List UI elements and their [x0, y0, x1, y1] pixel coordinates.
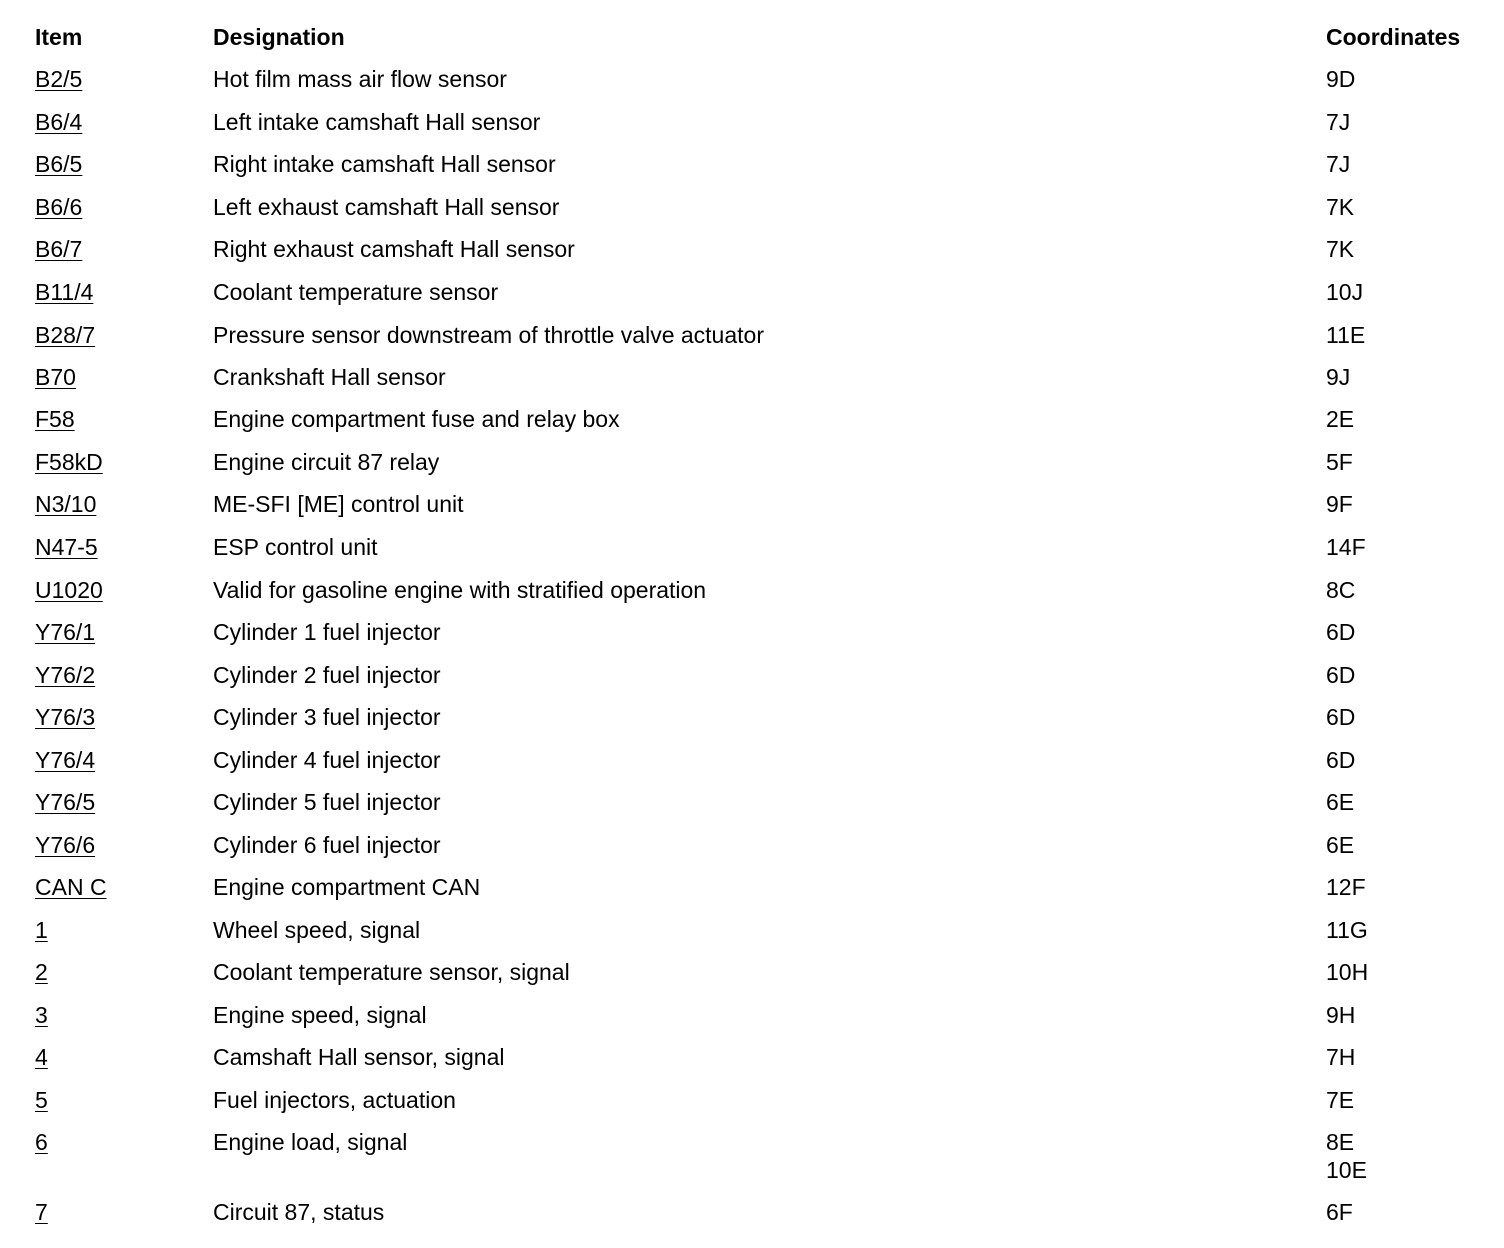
table-row — [0, 703, 1504, 745]
coordinate-value: 7H — [1326, 1044, 1356, 1070]
item-link[interactable]: N3/10 — [35, 491, 97, 517]
designation-text: Engine speed, signal — [213, 1002, 427, 1028]
coordinate-value: 7J — [1326, 109, 1351, 135]
item-link[interactable]: Y76/3 — [35, 704, 96, 730]
coordinate-value: 11G — [1326, 917, 1368, 943]
table-row — [0, 916, 1504, 958]
coordinates-cell — [1326, 193, 1354, 221]
item-link[interactable]: Y76/2 — [35, 662, 96, 688]
coordinate-value: 9D — [1326, 66, 1356, 92]
designation-text: Fuel injectors, actuation — [213, 1087, 456, 1113]
table-row — [0, 618, 1504, 660]
item-link[interactable]: 6 — [35, 1129, 48, 1155]
item-link[interactable]: Y76/1 — [35, 619, 96, 645]
item-link[interactable]: 5 — [35, 1087, 48, 1113]
item-link[interactable]: B6/7 — [35, 236, 83, 262]
table-row — [0, 661, 1504, 703]
coordinates-cell — [1326, 1198, 1353, 1226]
coordinates-cell — [1326, 405, 1354, 433]
designation-text: Right intake camshaft Hall sensor — [213, 151, 556, 177]
designation-text: Engine circuit 87 relay — [213, 449, 440, 475]
designation-text: ME-SFI [ME] control unit — [213, 491, 464, 517]
coordinates-cell — [1326, 235, 1354, 263]
coordinates-cell — [1326, 321, 1365, 349]
item-link[interactable]: B28/7 — [35, 322, 96, 348]
header-designation: Designation — [213, 24, 345, 50]
coordinates-cell — [1326, 958, 1368, 986]
coordinates-cell — [1326, 533, 1366, 561]
coordinates-cell — [1326, 448, 1353, 476]
coordinates-cell — [1326, 661, 1355, 689]
coordinate-value: 6F — [1326, 1199, 1353, 1225]
coordinate-value: 5F — [1326, 449, 1353, 475]
header-coordinates: Coordinates — [1326, 24, 1461, 50]
coordinate-value: 6D — [1326, 704, 1356, 730]
coordinates-cell — [1326, 873, 1366, 901]
designation-text: Cylinder 5 fuel injector — [213, 789, 441, 815]
designation-text: Cylinder 2 fuel injector — [213, 662, 441, 688]
coordinates-cell — [1326, 150, 1350, 178]
designation-text: Coolant temperature sensor — [213, 279, 499, 305]
table-row — [0, 363, 1504, 405]
coordinate-value: 6D — [1326, 662, 1356, 688]
item-link[interactable]: B11/4 — [35, 279, 94, 305]
coordinates-cell — [1326, 490, 1353, 518]
item-link[interactable]: B2/5 — [35, 66, 83, 92]
table-row — [0, 448, 1504, 490]
item-link[interactable]: U1020 — [35, 577, 103, 603]
coordinate-value: 9F — [1326, 491, 1353, 517]
designation-text: Engine load, signal — [213, 1129, 408, 1155]
designation-text: ESP control unit — [213, 534, 378, 560]
table-row — [0, 108, 1504, 150]
designation-text: Circuit 87, status — [213, 1199, 385, 1225]
table-row — [0, 150, 1504, 192]
table-row — [0, 831, 1504, 873]
legend-header-row — [0, 23, 1504, 65]
coordinate-value: 10J — [1326, 279, 1364, 305]
table-row — [0, 576, 1504, 618]
coordinate-value: 7J — [1326, 151, 1351, 177]
coordinate-value: 6D — [1326, 747, 1356, 773]
table-row — [0, 958, 1504, 1000]
designation-text: Valid for gasoline engine with stratified operation — [213, 577, 707, 603]
item-link[interactable]: Y76/6 — [35, 832, 96, 858]
coordinate-value: 12F — [1326, 874, 1366, 900]
table-row — [0, 321, 1504, 363]
coordinate-value: 6E — [1326, 789, 1355, 815]
designation-text: Camshaft Hall sensor, signal — [213, 1044, 505, 1070]
item-link[interactable]: Y76/4 — [35, 747, 96, 773]
designation-text: Hot film mass air flow sensor — [213, 66, 507, 92]
table-row — [0, 278, 1504, 320]
coordinate-value: 10H — [1326, 959, 1369, 985]
coordinates-cell — [1326, 916, 1368, 944]
coordinate-value: 7E — [1326, 1087, 1355, 1113]
table-row — [0, 235, 1504, 277]
coordinates-cell — [1326, 746, 1355, 774]
item-link[interactable]: N47-5 — [35, 534, 98, 560]
item-link[interactable]: B70 — [35, 364, 76, 390]
table-row — [0, 490, 1504, 532]
coordinates-cell — [1326, 618, 1355, 646]
designation-text: Crankshaft Hall sensor — [213, 364, 446, 390]
coordinate-value: 10E — [1326, 1157, 1367, 1183]
item-link[interactable]: 2 — [35, 959, 48, 985]
designation-text: Engine compartment fuse and relay box — [213, 406, 620, 432]
coordinate-value: 7K — [1326, 236, 1355, 262]
table-row — [0, 193, 1504, 235]
item-link[interactable]: 7 — [35, 1199, 48, 1225]
item-link[interactable]: B6/6 — [35, 194, 83, 220]
coordinates-cell — [1326, 1001, 1355, 1029]
coordinate-value: 9H — [1326, 1002, 1356, 1028]
item-link[interactable]: Y76/5 — [35, 789, 96, 815]
table-row — [0, 405, 1504, 447]
coordinate-value: 8E — [1326, 1129, 1355, 1155]
table-row — [0, 746, 1504, 788]
coordinates-cell — [1326, 831, 1354, 859]
coordinates-cell — [1326, 363, 1350, 391]
item-link[interactable]: 1 — [35, 917, 48, 943]
designation-text: Wheel speed, signal — [213, 917, 421, 943]
designation-text: Cylinder 3 fuel injector — [213, 704, 441, 730]
designation-text: Right exhaust camshaft Hall sensor — [213, 236, 575, 262]
designation-text: Left exhaust camshaft Hall sensor — [213, 194, 560, 220]
designation-text: Engine compartment CAN — [213, 874, 481, 900]
header-item: Item — [35, 24, 83, 50]
coordinate-value: 6E — [1326, 832, 1355, 858]
designation-text: Left intake camshaft Hall sensor — [213, 109, 541, 135]
designation-text: Cylinder 1 fuel injector — [213, 619, 441, 645]
coordinate-value: 2E — [1326, 406, 1355, 432]
coordinates-cell — [1326, 576, 1355, 604]
table-row — [0, 1043, 1504, 1085]
item-link[interactable]: 4 — [35, 1044, 48, 1070]
item-link[interactable]: B6/5 — [35, 151, 83, 177]
designation-text: Cylinder 4 fuel injector — [213, 747, 441, 773]
coordinate-value: 9J — [1326, 364, 1351, 390]
coordinates-cell — [1326, 278, 1363, 306]
item-link[interactable]: F58kD — [35, 449, 103, 475]
table-row — [0, 533, 1504, 575]
table-row — [0, 65, 1504, 107]
item-link[interactable]: 3 — [35, 1002, 48, 1028]
coordinates-cell — [1326, 1086, 1354, 1114]
coordinate-value: 6D — [1326, 619, 1356, 645]
designation-text: Cylinder 6 fuel injector — [213, 832, 441, 858]
coordinate-value: 11E — [1326, 322, 1366, 348]
coordinates-cell — [1326, 1128, 1367, 1184]
coordinate-value: 14F — [1326, 534, 1366, 560]
designation-text: Coolant temperature sensor, signal — [213, 959, 570, 985]
coordinate-value: 8C — [1326, 577, 1356, 603]
item-link[interactable]: F58 — [35, 406, 75, 432]
item-link[interactable]: CAN C — [35, 874, 107, 900]
item-link[interactable]: B6/4 — [35, 109, 83, 135]
table-row — [0, 1128, 1504, 1183]
designation-text: Pressure sensor downstream of throttle valve actuator — [213, 322, 764, 348]
coordinate-value: 7K — [1326, 194, 1355, 220]
coordinates-cell — [1326, 788, 1354, 816]
table-row — [0, 1001, 1504, 1043]
coordinates-cell — [1326, 1043, 1355, 1071]
coordinates-cell — [1326, 703, 1355, 731]
table-row — [0, 1198, 1504, 1240]
table-row — [0, 788, 1504, 830]
table-row — [0, 1086, 1504, 1128]
coordinates-cell — [1326, 65, 1355, 93]
coordinates-cell — [1326, 108, 1350, 136]
table-row — [0, 873, 1504, 915]
